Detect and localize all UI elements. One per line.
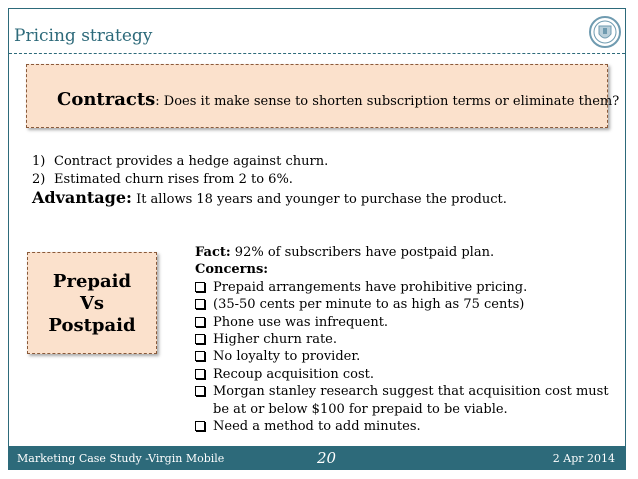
fact-label: Fact: bbox=[195, 245, 231, 260]
footer-date: 2 Apr 2014 bbox=[552, 452, 615, 465]
fact-section bbox=[195, 244, 615, 435]
list-number: 2) bbox=[32, 172, 46, 187]
list-item bbox=[32, 153, 328, 171]
bullet-text: Phone use was infrequent. bbox=[213, 314, 389, 330]
bullet-text: No loyalty to provider. bbox=[213, 349, 361, 365]
checkbox-bullet-icon bbox=[195, 282, 205, 292]
bullet-text: (35-50 cents per minute to as high as 75 cents) bbox=[213, 297, 525, 313]
list-item bbox=[195, 383, 615, 418]
checkbox-bullet-icon bbox=[195, 386, 205, 396]
bullet-text: Recoup acquisition cost. bbox=[213, 366, 374, 382]
fact-text: 92% of subscribers have postpaid plan. bbox=[230, 245, 495, 260]
advantage-label: Advantage: bbox=[32, 188, 132, 207]
list-item bbox=[32, 171, 328, 189]
advantage-text: It allows 18 years and younger to purchase the product. bbox=[131, 192, 507, 207]
list-item bbox=[195, 418, 615, 435]
footer-bar bbox=[9, 446, 625, 469]
footer-course-title: Marketing Case Study -Virgin Mobile bbox=[17, 452, 225, 465]
list-text: Contract provides a hedge against churn. bbox=[54, 154, 329, 169]
vs-label: Vs bbox=[79, 293, 105, 314]
list-text: Estimated churn rises from 2 to 6%. bbox=[54, 172, 293, 187]
list-item bbox=[195, 296, 615, 313]
bullet-text: Morgan stanley research suggest that acquisition cost must be at or below $100 for prepaid to be viable. bbox=[213, 384, 609, 417]
contracts-question: : Does it make sense to shorten subscription terms or eliminate them? bbox=[155, 94, 620, 109]
bullet-text: Need a method to add minutes. bbox=[213, 419, 421, 435]
prepaid-label: Prepaid bbox=[52, 271, 132, 292]
university-crest-icon bbox=[588, 14, 622, 50]
fact-line bbox=[195, 244, 615, 261]
list-item bbox=[195, 279, 615, 296]
points-list bbox=[32, 153, 328, 189]
contracts-label: Contracts bbox=[57, 89, 156, 110]
list-item bbox=[195, 331, 615, 348]
checkbox-bullet-icon bbox=[195, 369, 205, 379]
bullet-text: Prepaid arrangements have prohibitive pricing. bbox=[213, 279, 528, 295]
title-divider bbox=[9, 53, 625, 54]
list-item bbox=[195, 348, 615, 365]
concerns-label: Concerns: bbox=[195, 262, 269, 278]
advantage-line bbox=[32, 188, 507, 207]
checkbox-bullet-icon bbox=[195, 351, 205, 361]
list-item bbox=[195, 314, 615, 331]
list-item bbox=[195, 366, 615, 383]
checkbox-bullet-icon bbox=[195, 299, 205, 309]
checkbox-bullet-icon bbox=[195, 317, 205, 327]
postpaid-label: Postpaid bbox=[48, 315, 136, 336]
page-number: 20 bbox=[317, 449, 337, 467]
slide-title: Pricing strategy bbox=[14, 26, 153, 46]
list-number: 1) bbox=[32, 154, 46, 169]
prepaid-vs-postpaid-box bbox=[27, 252, 157, 354]
contracts-callout bbox=[26, 64, 620, 128]
checkbox-bullet-icon bbox=[195, 421, 205, 431]
checkbox-bullet-icon bbox=[195, 334, 205, 344]
bullet-text: Higher churn rate. bbox=[213, 332, 337, 348]
